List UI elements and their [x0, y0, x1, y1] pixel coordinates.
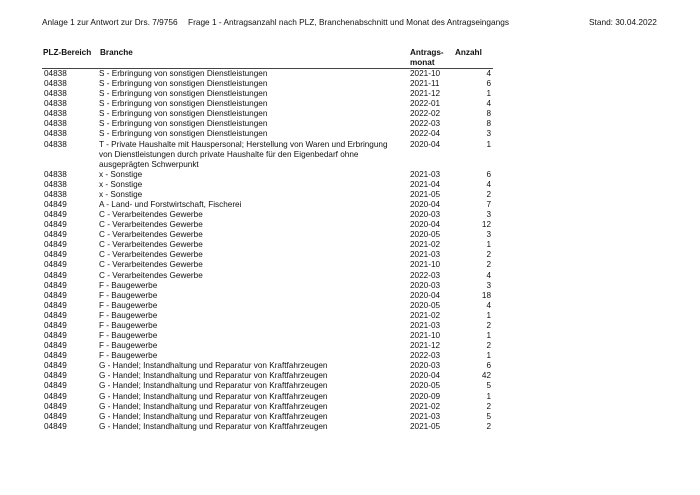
cell-plz: 04849 — [44, 200, 67, 210]
cell-anzahl: 7 — [486, 200, 491, 210]
cell-plz: 04849 — [44, 230, 67, 240]
cell-branche: x - Sonstige — [99, 189, 143, 199]
table-row — [42, 220, 493, 230]
table-row — [42, 170, 493, 180]
cell-monat: 2022-02 — [410, 109, 441, 119]
document-header-left: Anlage 1 zur Antwort zur Drs. 7/9756 — [42, 17, 178, 27]
cell-branche: F - Baugewerbe — [99, 320, 158, 330]
cell-plz: 04849 — [44, 280, 67, 290]
cell-plz: 04849 — [44, 270, 67, 280]
cell-branche: G - Handel; Instandhaltung und Reparatur von Kraftfahrzeugen — [99, 411, 328, 421]
cell-anzahl: 1 — [486, 391, 491, 401]
table-row — [42, 371, 493, 381]
cell-anzahl: 6 — [486, 79, 491, 89]
data-table — [42, 48, 493, 432]
column-header-plz: PLZ-Bereich — [43, 48, 92, 57]
cell-monat: 2021-04 — [410, 179, 441, 189]
table-row — [42, 422, 493, 432]
cell-plz: 04849 — [44, 320, 67, 330]
table-row — [42, 271, 493, 281]
cell-monat: 2022-04 — [410, 129, 441, 139]
document-header-title: Frage 1 - Antragsanzahl nach PLZ, Branchenabschnitt und Monat des Antragseingangs — [188, 17, 510, 27]
cell-plz: 04849 — [44, 381, 67, 391]
cell-anzahl: 1 — [486, 139, 491, 149]
cell-monat: 2020-05 — [410, 300, 441, 310]
cell-anzahl: 8 — [486, 119, 491, 129]
cell-anzahl: 3 — [486, 280, 491, 290]
table-row — [42, 281, 493, 291]
cell-branche: x - Sonstige — [99, 169, 143, 179]
cell-anzahl: 2 — [486, 421, 491, 431]
cell-anzahl: 8 — [486, 109, 491, 119]
cell-monat: 2021-02 — [410, 310, 441, 320]
table-row — [42, 210, 493, 220]
cell-plz: 04838 — [44, 139, 67, 149]
cell-branche: S - Erbringung von sonstigen Dienstleistungen — [99, 69, 268, 78]
cell-branche: C - Verarbeitendes Gewerbe — [99, 260, 203, 270]
table-row — [42, 200, 493, 210]
cell-plz: 04849 — [44, 331, 67, 341]
table-row — [42, 109, 493, 119]
table-row — [42, 230, 493, 240]
cell-branche: C - Verarbeitendes Gewerbe — [99, 240, 203, 250]
cell-anzahl: 2 — [486, 401, 491, 411]
cell-anzahl: 2 — [486, 260, 491, 270]
table-row — [42, 351, 493, 361]
cell-anzahl: 3 — [486, 210, 491, 220]
cell-anzahl: 3 — [486, 230, 491, 240]
cell-monat: 2021-10 — [410, 260, 441, 270]
column-header-monat: Antrags- monat — [410, 48, 444, 67]
cell-plz: 04849 — [44, 361, 67, 371]
cell-anzahl: 42 — [481, 371, 491, 381]
cell-plz: 04849 — [44, 351, 67, 361]
cell-anzahl: 6 — [486, 169, 491, 179]
cell-plz: 04849 — [44, 421, 67, 431]
table-row — [42, 99, 493, 109]
table-row — [42, 240, 493, 250]
cell-branche: C - Verarbeitendes Gewerbe — [99, 250, 203, 260]
cell-monat: 2021-12 — [410, 341, 441, 351]
cell-branche: C - Verarbeitendes Gewerbe — [99, 220, 203, 230]
cell-monat: 2021-02 — [410, 401, 441, 411]
table-row — [42, 412, 493, 422]
cell-branche: F - Baugewerbe — [99, 300, 158, 310]
cell-branche: F - Baugewerbe — [99, 341, 158, 351]
table-row — [42, 69, 493, 79]
table-row — [42, 79, 493, 89]
cell-plz: 04849 — [44, 391, 67, 401]
cell-anzahl: 5 — [486, 411, 491, 421]
cell-anzahl: 5 — [486, 381, 491, 391]
cell-plz: 04838 — [44, 89, 67, 99]
cell-plz: 04849 — [44, 371, 67, 381]
cell-anzahl: 2 — [486, 341, 491, 351]
cell-plz: 04838 — [44, 169, 67, 179]
cell-monat: 2021-05 — [410, 189, 441, 199]
cell-plz: 04849 — [44, 401, 67, 411]
table-row — [42, 331, 493, 341]
cell-plz: 04838 — [44, 129, 67, 139]
cell-monat: 2021-03 — [410, 169, 441, 179]
cell-monat: 2020-04 — [410, 220, 441, 230]
cell-anzahl: 4 — [486, 99, 491, 109]
cell-monat: 2020-09 — [410, 391, 441, 401]
cell-anzahl: 2 — [486, 250, 491, 260]
cell-plz: 04849 — [44, 341, 67, 351]
cell-plz: 04849 — [44, 290, 67, 300]
table-row — [42, 119, 493, 129]
table-row — [42, 361, 493, 371]
table-row — [42, 392, 493, 402]
cell-anzahl: 6 — [486, 361, 491, 371]
cell-monat: 2021-03 — [410, 250, 441, 260]
cell-monat: 2021-11 — [410, 79, 440, 89]
table-row — [42, 402, 493, 412]
cell-plz: 04838 — [44, 79, 67, 89]
cell-monat: 2020-03 — [410, 210, 441, 220]
cell-plz: 04838 — [44, 179, 67, 189]
cell-branche: G - Handel; Instandhaltung und Reparatur von Kraftfahrzeugen — [99, 421, 328, 431]
cell-branche: G - Handel; Instandhaltung und Reparatur von Kraftfahrzeugen — [99, 381, 328, 391]
cell-anzahl: 18 — [481, 290, 491, 300]
cell-monat: 2020-04 — [410, 200, 441, 210]
cell-anzahl: 4 — [486, 69, 491, 78]
cell-monat: 2021-10 — [410, 331, 441, 341]
cell-monat: 2022-03 — [410, 270, 441, 280]
table-row — [42, 341, 493, 351]
cell-anzahl: 1 — [486, 310, 491, 320]
cell-plz: 04849 — [44, 250, 67, 260]
cell-branche: G - Handel; Instandhaltung und Reparatur von Kraftfahrzeugen — [99, 371, 328, 381]
cell-branche: x - Sonstige — [99, 179, 143, 189]
cell-anzahl: 1 — [486, 351, 491, 361]
table-row — [42, 260, 493, 270]
cell-anzahl: 2 — [486, 320, 491, 330]
cell-branche: G - Handel; Instandhaltung und Reparatur von Kraftfahrzeugen — [99, 401, 328, 411]
cell-monat: 2020-05 — [410, 381, 441, 391]
cell-branche: F - Baugewerbe — [99, 290, 158, 300]
table-row — [42, 381, 493, 391]
cell-monat: 2021-05 — [410, 421, 441, 431]
table-row — [42, 301, 493, 311]
cell-monat: 2021-03 — [410, 411, 441, 421]
cell-branche: A - Land- und Forstwirtschaft, Fischerei — [99, 200, 242, 210]
table-row — [42, 140, 493, 170]
column-header-anzahl: Anzahl — [455, 48, 482, 57]
cell-plz: 04849 — [44, 310, 67, 320]
table-body — [42, 69, 493, 432]
cell-anzahl: 4 — [486, 300, 491, 310]
cell-branche: S - Erbringung von sonstigen Dienstleistungen — [99, 89, 268, 99]
cell-anzahl: 1 — [486, 331, 491, 341]
cell-branche: F - Baugewerbe — [99, 331, 158, 341]
cell-branche: C - Verarbeitendes Gewerbe — [99, 270, 203, 280]
cell-branche: C - Verarbeitendes Gewerbe — [99, 210, 203, 220]
cell-monat: 2022-01 — [410, 99, 441, 109]
cell-branche: T - Private Haushalte mit Hauspersonal; Herstellung von Waren und Erbringung von Dienstleistungen durch private Haushalte für den Eigenbedarf ohne ausgeprägten Schwerpunkt — [99, 139, 388, 169]
cell-plz: 04849 — [44, 411, 67, 421]
cell-monat: 2020-04 — [410, 371, 441, 381]
cell-monat: 2020-03 — [410, 280, 441, 290]
cell-branche: S - Erbringung von sonstigen Dienstleistungen — [99, 109, 268, 119]
cell-monat: 2020-05 — [410, 230, 441, 240]
cell-branche: F - Baugewerbe — [99, 351, 158, 361]
cell-anzahl: 1 — [486, 89, 491, 99]
cell-plz: 04849 — [44, 260, 67, 270]
table-row — [42, 89, 493, 99]
cell-plz: 04838 — [44, 69, 67, 78]
cell-branche: G - Handel; Instandhaltung und Reparatur von Kraftfahrzeugen — [99, 361, 328, 371]
cell-plz: 04838 — [44, 189, 67, 199]
cell-branche: C - Verarbeitendes Gewerbe — [99, 230, 203, 240]
cell-branche: F - Baugewerbe — [99, 280, 158, 290]
cell-monat: 2022-03 — [410, 351, 441, 361]
cell-monat: 2020-04 — [410, 139, 441, 149]
cell-monat: 2021-12 — [410, 89, 441, 99]
cell-monat: 2020-04 — [410, 290, 441, 300]
column-header-branche: Branche — [100, 48, 133, 57]
cell-anzahl: 1 — [486, 240, 491, 250]
cell-branche: S - Erbringung von sonstigen Dienstleistungen — [99, 99, 268, 109]
cell-branche: S - Erbringung von sonstigen Dienstleistungen — [99, 79, 268, 89]
document-header-date: Stand: 30.04.2022 — [589, 17, 657, 27]
cell-monat: 2022-03 — [410, 119, 441, 129]
cell-monat: 2021-02 — [410, 240, 441, 250]
cell-monat: 2021-10 — [410, 69, 441, 78]
table-row — [42, 190, 493, 200]
cell-plz: 04838 — [44, 109, 67, 119]
table-header — [42, 48, 493, 69]
cell-monat: 2020-03 — [410, 361, 441, 371]
cell-plz: 04838 — [44, 99, 67, 109]
table-row — [42, 291, 493, 301]
cell-monat: 2021-03 — [410, 320, 441, 330]
cell-plz: 04849 — [44, 210, 67, 220]
cell-plz: 04849 — [44, 240, 67, 250]
cell-plz: 04849 — [44, 220, 67, 230]
cell-anzahl: 12 — [481, 220, 491, 230]
cell-branche: S - Erbringung von sonstigen Dienstleistungen — [99, 129, 268, 139]
cell-anzahl: 4 — [486, 270, 491, 280]
cell-anzahl: 2 — [486, 189, 491, 199]
cell-anzahl: 4 — [486, 179, 491, 189]
cell-branche: G - Handel; Instandhaltung und Reparatur von Kraftfahrzeugen — [99, 391, 328, 401]
table-row — [42, 311, 493, 321]
cell-plz: 04849 — [44, 300, 67, 310]
cell-branche: F - Baugewerbe — [99, 310, 158, 320]
table-row — [42, 180, 493, 190]
table-row — [42, 129, 493, 139]
cell-anzahl: 3 — [486, 129, 491, 139]
cell-branche: S - Erbringung von sonstigen Dienstleistungen — [99, 119, 268, 129]
table-row — [42, 250, 493, 260]
table-row — [42, 321, 493, 331]
cell-plz: 04838 — [44, 119, 67, 129]
